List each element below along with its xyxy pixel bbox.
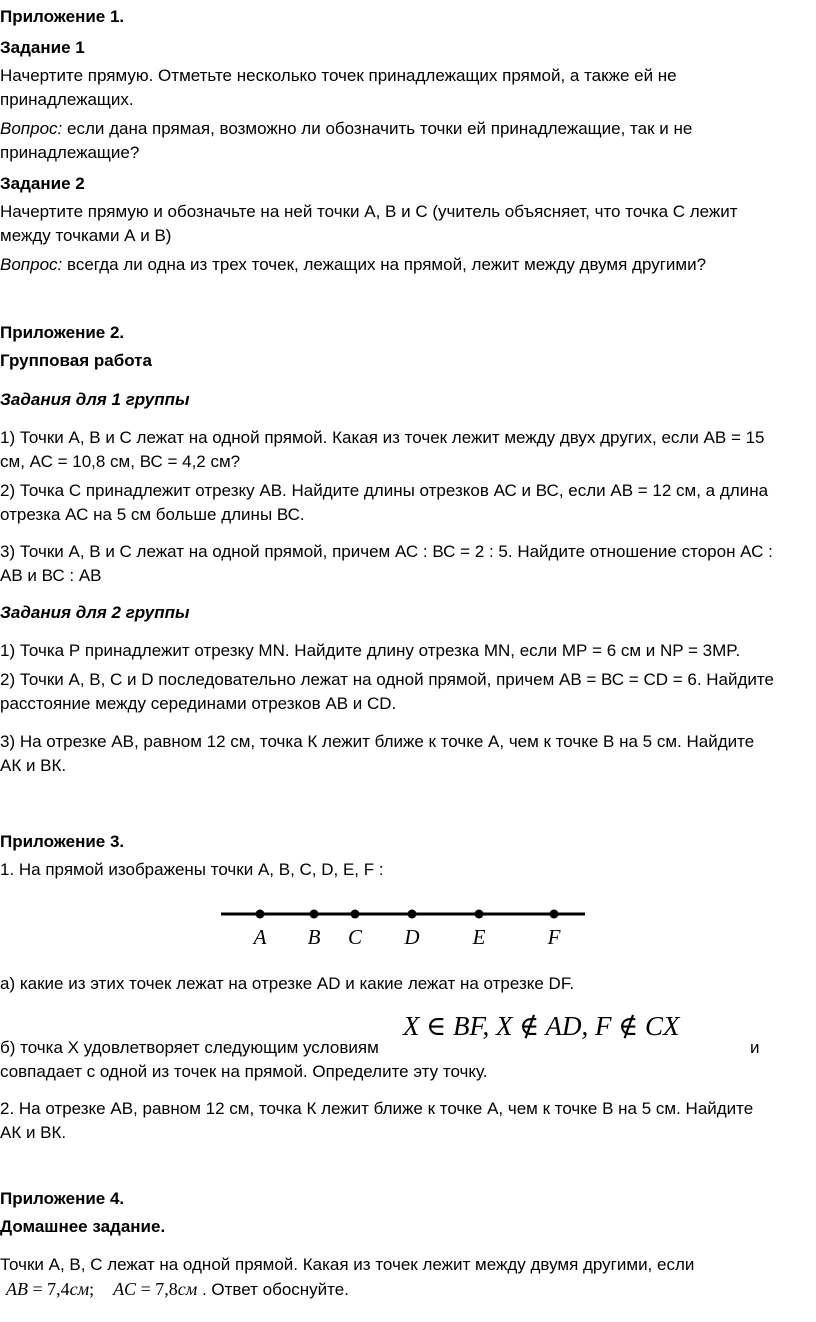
ac-variable: AC <box>113 1279 137 1299</box>
ac-unit: см <box>177 1279 198 1299</box>
task-1-question-line-2: принадлежащие? <box>0 143 140 162</box>
group-1-task-1-line-2: см, АС = 10,8 см, ВС = 4,2 см? <box>0 452 241 471</box>
point-a-dot <box>256 910 265 919</box>
ab-length-formula <box>6 1279 94 1299</box>
ac-length-formula <box>113 1279 197 1299</box>
point-b-dot <box>310 910 319 919</box>
appendix-2-heading: Приложение 2. <box>0 323 125 342</box>
point-a-label: A <box>253 925 267 949</box>
task-2-text-line-2: между точками А и В) <box>0 226 172 245</box>
appendix-3-task-1-line-1: 1. На прямой изображены точки А, В, С, D, E, F : <box>0 860 384 879</box>
group-2-task-3-line-2: АК и ВК. <box>0 756 67 775</box>
group-1-task-1-line-1: 1) Точки А, В и С лежат на одной прямой. Какая из точек лежит между двух других, если АВ = 15 <box>0 428 765 447</box>
ab-value: = 7,4 <box>28 1279 70 1299</box>
group-2-title: Задания для 2 группы <box>0 603 190 622</box>
point-f-label: F <box>547 925 561 949</box>
question-text: если дана прямая, возможно ли обозначить точки ей принадлежащие, так и не <box>67 119 693 138</box>
homework-text-end: . Ответ обоснуйте. <box>201 1280 349 1299</box>
task-2-question-line-1 <box>0 254 706 276</box>
group-1-task-2-line-2: отрезка АС на 5 см больше длины ВС. <box>0 505 305 524</box>
point-e-dot <box>475 910 484 919</box>
ab-unit: см <box>69 1279 90 1299</box>
group-work-heading: Групповая работа <box>0 351 152 370</box>
homework-text-line-2 <box>6 1278 349 1301</box>
point-c-label: C <box>347 925 363 949</box>
group-1-title: Задания для 1 группы <box>0 390 190 409</box>
appendix-3-question-b-line-1: б) точка Х удовлетворяет следующим условиям <box>0 1038 379 1057</box>
question-text: всегда ли одна из трех точек, лежащих на прямой, лежит между двумя другими? <box>67 255 707 274</box>
group-1-task-2-line-1: 2) Точка С принадлежит отрезку АВ. Найдите длины отрезков АС и ВС, если АВ = 12 см, а длина <box>0 481 769 500</box>
point-d-dot <box>408 910 417 919</box>
question-label: Вопрос: <box>0 255 63 274</box>
appendix-3-task-2-line-1: 2. На отрезке АВ, равном 12 см, точка К лежит ближе к точке А, чем к точке В на 5 см. Найдите <box>0 1099 754 1118</box>
task-1-text-line-2: принадлежащих. <box>0 90 134 109</box>
question-label: Вопрос: <box>0 119 63 138</box>
task-1-question-line-1 <box>0 118 692 140</box>
ac-value: = 7,8 <box>136 1279 178 1299</box>
point-e-label: E <box>472 925 486 949</box>
task-2-title: Задание 2 <box>0 174 85 193</box>
set-conditions-formula: X ∈ BF, X ∉ AD, F ∉ CX <box>403 1011 680 1041</box>
ab-variable: AB <box>6 1279 28 1299</box>
group-2-task-3-line-1: 3) На отрезке АВ, равном 12 см, точка К лежит ближе к точке А, чем к точке В на 5 см. Найдите <box>0 732 755 751</box>
task-1-title: Задание 1 <box>0 38 85 57</box>
point-c-dot <box>351 910 360 919</box>
points-on-line-figure <box>0 895 816 955</box>
group-1-task-3-line-1: 3) Точки А, В и С лежат на одной прямой, причем АС : ВС = 2 : 5. Найдите отношение сторон АС : <box>0 542 773 561</box>
appendix-1-heading: Приложение 1. <box>0 7 125 26</box>
point-b-label: B <box>307 925 321 949</box>
appendix-3-question-a: а) какие из этих точек лежат на отрезке AD и какие лежат на отрезке DF. <box>0 974 575 993</box>
formula-separator: ; <box>89 1279 95 1299</box>
appendix-3-question-b-tail: и <box>750 1038 760 1057</box>
task-2-text-line-1: Начертите прямую и обозначьте на ней точки А, В и С (учитель объясняет, что точка С лежит <box>0 202 738 221</box>
appendix-3-question-b-line-2: совпадает с одной из точек на прямой. Определите эту точку. <box>0 1062 488 1081</box>
appendix-3-heading: Приложение 3. <box>0 832 125 851</box>
appendix-4-heading: Приложение 4. <box>0 1189 125 1208</box>
group-1-task-3-line-2: АВ и ВС : АВ <box>0 566 102 585</box>
homework-heading: Домашнее задание. <box>0 1217 166 1236</box>
point-d-label: D <box>404 925 420 949</box>
group-2-task-2-line-2: расстояние между серединами отрезков АВ и CD. <box>0 694 397 713</box>
group-2-task-2-line-1: 2) Точки А, В, С и D последовательно лежат на одной прямой, причем АВ = ВС = CD = 6. Найдите <box>0 670 774 689</box>
appendix-3-task-2-line-2: АК и ВК. <box>0 1123 67 1142</box>
group-2-task-1-line-1: 1) Точка Р принадлежит отрезку MN. Найдите длину отрезка MN, если МР = 6 см и NP = 3MP. <box>0 641 741 660</box>
point-f-dot <box>550 910 559 919</box>
homework-text-line-1: Точки А, В, С лежат на одной прямой. Какая из точек лежит между двумя другими, если <box>0 1255 695 1274</box>
task-1-text-line-1: Начертите прямую. Отметьте несколько точек принадлежащих прямой, а также ей не <box>0 66 677 85</box>
